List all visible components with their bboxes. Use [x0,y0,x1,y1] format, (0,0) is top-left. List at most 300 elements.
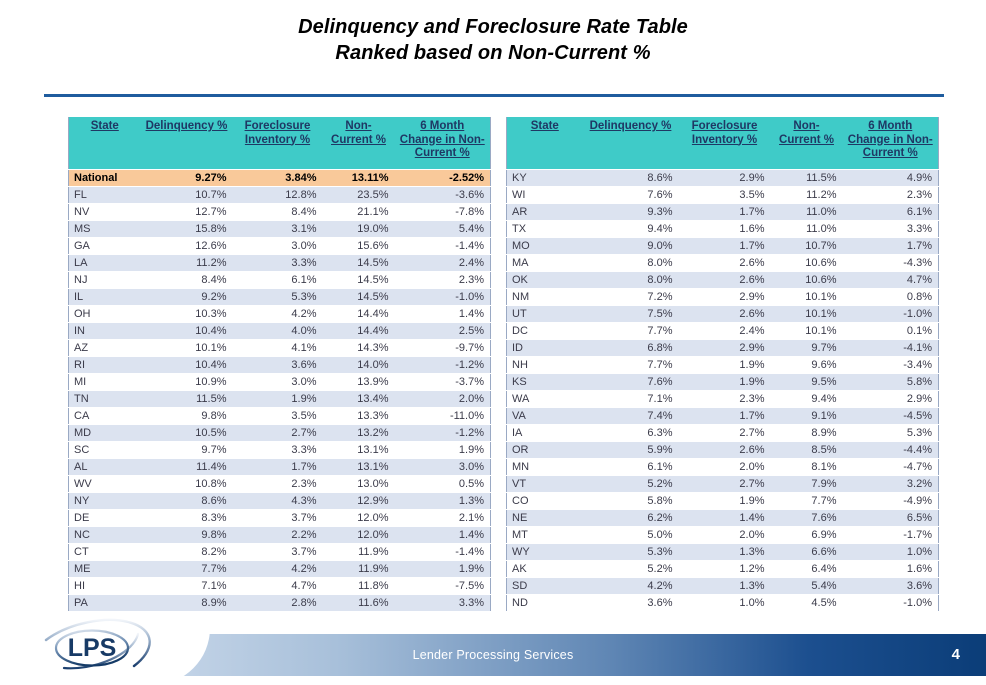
cell-non-current: 11.9% [323,561,395,578]
cell-state: CT [69,544,141,561]
cell-non-current: 7.7% [771,493,843,510]
cell-6-month-change: 0.8% [843,289,939,306]
cell-state: CA [69,408,141,425]
cell-6-month-change: -4.4% [843,442,939,459]
cell-state: MA [507,255,583,272]
header-state[interactable]: State [69,117,141,170]
cell-non-current: 12.9% [323,493,395,510]
cell-delinquency: 11.4% [141,459,233,476]
header-foreclosure-inventory[interactable]: Foreclosure Inventory % [679,117,771,170]
header-non-current[interactable]: Non- Current % [323,117,395,170]
cell-state: AL [69,459,141,476]
right-table-body [507,170,939,612]
table-row[interactable] [69,221,491,238]
cell-foreclosure: 4.1% [233,340,323,357]
cell-state: IA [507,425,583,442]
cell-non-current: 11.9% [323,544,395,561]
cell-6-month-change: -4.7% [843,459,939,476]
cell-delinquency: 7.7% [583,323,679,340]
table-row[interactable] [69,442,491,459]
cell-state: NM [507,289,583,306]
cell-foreclosure: 3.6% [233,357,323,374]
cell-foreclosure: 1.0% [679,595,771,612]
cell-state: NJ [69,272,141,289]
cell-non-current: 14.5% [323,289,395,306]
cell-non-current: 10.1% [771,306,843,323]
cell-6-month-change: 5.3% [843,425,939,442]
cell-6-month-change: 1.4% [395,527,491,544]
cell-foreclosure: 3.0% [233,238,323,255]
table-row[interactable] [69,374,491,391]
table-row[interactable] [507,510,939,527]
cell-state: OR [507,442,583,459]
cell-delinquency: 7.4% [583,408,679,425]
cell-state: WI [507,187,583,204]
cell-6-month-change: 2.3% [395,272,491,289]
cell-6-month-change: -1.7% [843,527,939,544]
footer-page-number: 4 [951,646,960,663]
cell-state: NC [69,527,141,544]
cell-delinquency: 9.2% [141,289,233,306]
lps-logo-text: LPS [67,634,117,662]
cell-state: GA [69,238,141,255]
cell-foreclosure: 8.4% [233,204,323,221]
cell-delinquency: 10.4% [141,323,233,340]
cell-6-month-change: -11.0% [395,408,491,425]
cell-6-month-change: 2.9% [843,391,939,408]
cell-foreclosure: 2.9% [679,340,771,357]
table-row[interactable] [507,527,939,544]
table-row[interactable] [69,255,491,272]
cell-6-month-change: -3.6% [395,187,491,204]
table-row[interactable] [507,289,939,306]
cell-delinquency: 7.2% [583,289,679,306]
table-row[interactable] [69,391,491,408]
cell-foreclosure: 2.6% [679,306,771,323]
cell-foreclosure: 2.3% [679,391,771,408]
table-row[interactable] [507,272,939,289]
cell-delinquency: 9.8% [141,527,233,544]
cell-foreclosure: 2.0% [679,527,771,544]
cell-delinquency: 12.6% [141,238,233,255]
cell-6-month-change: -1.0% [395,289,491,306]
table-row[interactable] [507,493,939,510]
cell-6-month-change: -7.8% [395,204,491,221]
cell-6-month-change: 5.8% [843,374,939,391]
table-row[interactable] [507,238,939,255]
cell-delinquency: 7.7% [583,357,679,374]
cell-state: NY [69,493,141,510]
left-rate-table [68,117,491,612]
cell-non-current: 8.9% [771,425,843,442]
cell-foreclosure: 1.6% [679,221,771,238]
header-foreclosure-inventory[interactable]: Foreclosure Inventory % [233,117,323,170]
table-row[interactable] [69,306,491,323]
cell-non-current: 11.2% [771,187,843,204]
cell-delinquency: 5.9% [583,442,679,459]
cell-delinquency: 10.3% [141,306,233,323]
cell-6-month-change: 6.1% [843,204,939,221]
cell-non-current: 11.8% [323,578,395,595]
right-rate-table-wrapper [506,117,938,612]
cell-state: IL [69,289,141,306]
cell-state: MT [507,527,583,544]
cell-delinquency: 9.0% [583,238,679,255]
cell-state: NH [507,357,583,374]
cell-non-current: 13.2% [323,425,395,442]
header-non-current[interactable]: Non- Current % [771,117,843,170]
cell-state: DE [69,510,141,527]
cell-state: LA [69,255,141,272]
cell-foreclosure: 1.4% [679,510,771,527]
cell-state: MD [69,425,141,442]
cell-delinquency: 15.8% [141,221,233,238]
cell-delinquency: 6.3% [583,425,679,442]
cell-delinquency: 5.3% [583,544,679,561]
table-row[interactable] [69,425,491,442]
cell-6-month-change: 1.9% [395,442,491,459]
cell-foreclosure: 1.7% [679,408,771,425]
left-table-header-row [69,117,491,170]
cell-6-month-change: -1.2% [395,425,491,442]
cell-delinquency: 7.6% [583,374,679,391]
cell-foreclosure: 1.9% [679,357,771,374]
table-row[interactable] [507,340,939,357]
cell-foreclosure: 3.84% [233,170,323,187]
cell-non-current: 6.6% [771,544,843,561]
table-row[interactable] [69,493,491,510]
table-row[interactable] [507,204,939,221]
cell-state: WV [69,476,141,493]
cell-state: ID [507,340,583,357]
cell-foreclosure: 3.7% [233,544,323,561]
cell-state: OH [69,306,141,323]
title-line-1: Delinquency and Foreclosure Rate Table [298,16,688,38]
cell-foreclosure: 2.6% [679,442,771,459]
cell-foreclosure: 3.3% [233,442,323,459]
cell-non-current: 14.4% [323,306,395,323]
lps-logo-icon [34,618,159,678]
cell-6-month-change: 0.5% [395,476,491,493]
cell-foreclosure: 1.9% [679,493,771,510]
cell-non-current: 7.6% [771,510,843,527]
table-row[interactable] [507,578,939,595]
cell-foreclosure: 1.2% [679,561,771,578]
cell-foreclosure: 1.3% [679,544,771,561]
table-row[interactable] [507,595,939,612]
table-row[interactable] [69,561,491,578]
table-row[interactable] [507,323,939,340]
cell-state: IN [69,323,141,340]
cell-6-month-change: -3.7% [395,374,491,391]
table-row[interactable] [507,221,939,238]
cell-delinquency: 11.5% [141,391,233,408]
cell-non-current: 14.5% [323,255,395,272]
header-6-month-change[interactable]: 6 Month Change in Non- Current % [395,117,491,170]
cell-foreclosure: 4.0% [233,323,323,340]
cell-foreclosure: 12.8% [233,187,323,204]
cell-6-month-change: -9.7% [395,340,491,357]
cell-delinquency: 8.6% [583,170,679,187]
left-table-body [69,170,491,612]
table-row[interactable] [507,391,939,408]
cell-delinquency: 7.5% [583,306,679,323]
cell-delinquency: 8.4% [141,272,233,289]
cell-6-month-change: 3.6% [843,578,939,595]
cell-state: KY [507,170,583,187]
table-row[interactable] [69,578,491,595]
cell-6-month-change: 6.5% [843,510,939,527]
cell-non-current: 13.9% [323,374,395,391]
cell-6-month-change: 1.3% [395,493,491,510]
cell-6-month-change: 3.3% [395,595,491,612]
cell-delinquency: 10.5% [141,425,233,442]
table-row[interactable] [69,289,491,306]
cell-non-current: 6.9% [771,527,843,544]
cell-6-month-change: 3.3% [843,221,939,238]
title-line-2: Ranked based on Non-Current % [335,42,651,64]
cell-6-month-change: -1.2% [395,357,491,374]
cell-state: OK [507,272,583,289]
cell-6-month-change: 3.2% [843,476,939,493]
cell-state: WA [507,391,583,408]
header-state[interactable]: State [507,117,583,170]
cell-delinquency: 9.4% [583,221,679,238]
cell-delinquency: 8.0% [583,255,679,272]
table-row[interactable] [69,595,491,612]
cell-6-month-change: -1.0% [843,306,939,323]
cell-delinquency: 5.0% [583,527,679,544]
cell-foreclosure: 2.3% [233,476,323,493]
cell-foreclosure: 6.1% [233,272,323,289]
cell-6-month-change: 2.0% [395,391,491,408]
table-row[interactable] [69,187,491,204]
cell-non-current: 10.1% [771,323,843,340]
cell-foreclosure: 4.7% [233,578,323,595]
title-divider-rule [44,94,944,97]
cell-non-current: 10.6% [771,255,843,272]
cell-state: ND [507,595,583,612]
cell-non-current: 11.6% [323,595,395,612]
cell-foreclosure: 3.3% [233,255,323,272]
cell-delinquency: 7.1% [141,578,233,595]
cell-non-current: 14.3% [323,340,395,357]
cell-6-month-change: 1.0% [843,544,939,561]
cell-state: NV [69,204,141,221]
cell-6-month-change: -1.4% [395,238,491,255]
cell-6-month-change: 3.0% [395,459,491,476]
cell-state: SC [69,442,141,459]
cell-6-month-change: 2.4% [395,255,491,272]
cell-foreclosure: 2.0% [679,459,771,476]
table-row[interactable] [69,357,491,374]
cell-6-month-change: -4.1% [843,340,939,357]
table-row[interactable] [507,306,939,323]
cell-foreclosure: 4.2% [233,306,323,323]
table-row[interactable] [507,357,939,374]
cell-non-current: 6.4% [771,561,843,578]
cell-delinquency: 5.2% [583,476,679,493]
cell-non-current: 19.0% [323,221,395,238]
cell-non-current: 9.1% [771,408,843,425]
table-row[interactable] [69,238,491,255]
header-delinquency[interactable]: Delinquency % [583,117,679,170]
cell-foreclosure: 3.5% [679,187,771,204]
cell-non-current: 10.6% [771,272,843,289]
cell-foreclosure: 2.6% [679,255,771,272]
table-row[interactable] [69,408,491,425]
cell-non-current: 23.5% [323,187,395,204]
table-row[interactable] [507,561,939,578]
cell-non-current: 14.4% [323,323,395,340]
cell-foreclosure: 2.9% [679,170,771,187]
page-title [0,14,986,66]
cell-non-current: 12.0% [323,510,395,527]
cell-state: HI [69,578,141,595]
cell-6-month-change: 2.5% [395,323,491,340]
right-rate-table [506,117,939,612]
cell-state: VT [507,476,583,493]
table-row[interactable] [69,476,491,493]
cell-foreclosure: 2.7% [233,425,323,442]
table-row[interactable] [69,340,491,357]
table-row[interactable] [507,408,939,425]
cell-delinquency: 9.7% [141,442,233,459]
cell-non-current: 8.1% [771,459,843,476]
cell-state: AZ [69,340,141,357]
cell-delinquency: 12.7% [141,204,233,221]
cell-delinquency: 9.27% [141,170,233,187]
cell-non-current: 11.0% [771,221,843,238]
cell-foreclosure: 4.2% [233,561,323,578]
cell-delinquency: 8.6% [141,493,233,510]
cell-foreclosure: 2.4% [679,323,771,340]
left-rate-table-wrapper [68,117,490,612]
table-row-national[interactable] [69,170,491,187]
table-row[interactable] [69,204,491,221]
cell-non-current: 13.3% [323,408,395,425]
cell-foreclosure: 3.5% [233,408,323,425]
cell-foreclosure: 1.7% [679,204,771,221]
table-row[interactable] [507,170,939,187]
table-row[interactable] [507,544,939,561]
cell-non-current: 13.1% [323,459,395,476]
cell-state: AK [507,561,583,578]
cell-state: SD [507,578,583,595]
cell-foreclosure: 1.7% [679,238,771,255]
cell-6-month-change: 5.4% [395,221,491,238]
cell-delinquency: 10.8% [141,476,233,493]
cell-non-current: 14.5% [323,272,395,289]
table-row[interactable] [507,459,939,476]
cell-non-current: 10.1% [771,289,843,306]
cell-state: WY [507,544,583,561]
cell-foreclosure: 2.6% [679,272,771,289]
cell-delinquency: 8.9% [141,595,233,612]
cell-non-current: 4.5% [771,595,843,612]
cell-state: RI [69,357,141,374]
cell-foreclosure: 2.9% [679,289,771,306]
cell-non-current: 9.6% [771,357,843,374]
cell-non-current: 7.9% [771,476,843,493]
cell-non-current: 10.7% [771,238,843,255]
cell-delinquency: 8.3% [141,510,233,527]
table-row[interactable] [507,374,939,391]
cell-state: MO [507,238,583,255]
cell-non-current: 15.6% [323,238,395,255]
cell-state: TN [69,391,141,408]
cell-non-current: 13.0% [323,476,395,493]
cell-delinquency: 7.1% [583,391,679,408]
cell-non-current: 12.0% [323,527,395,544]
table-row[interactable] [69,323,491,340]
cell-6-month-change: 2.3% [843,187,939,204]
cell-state: DC [507,323,583,340]
table-row[interactable] [507,476,939,493]
cell-state: UT [507,306,583,323]
cell-state: MI [69,374,141,391]
cell-state: ME [69,561,141,578]
header-delinquency[interactable]: Delinquency % [141,117,233,170]
cell-6-month-change: 4.9% [843,170,939,187]
cell-foreclosure: 2.7% [679,425,771,442]
header-6-month-change[interactable]: 6 Month Change in Non- Current % [843,117,939,170]
cell-delinquency: 3.6% [583,595,679,612]
cell-state: KS [507,374,583,391]
cell-delinquency: 7.6% [583,187,679,204]
cell-6-month-change: -7.5% [395,578,491,595]
table-row[interactable] [507,442,939,459]
cell-6-month-change: 1.4% [395,306,491,323]
table-row[interactable] [69,527,491,544]
cell-foreclosure: 1.7% [233,459,323,476]
cell-foreclosure: 3.7% [233,510,323,527]
table-row[interactable] [69,510,491,527]
cell-non-current: 13.4% [323,391,395,408]
cell-state: FL [69,187,141,204]
cell-delinquency: 5.2% [583,561,679,578]
cell-non-current: 9.7% [771,340,843,357]
cell-non-current: 9.4% [771,391,843,408]
cell-non-current: 13.1% [323,442,395,459]
cell-6-month-change: -4.5% [843,408,939,425]
cell-non-current: 21.1% [323,204,395,221]
cell-delinquency: 6.8% [583,340,679,357]
cell-foreclosure: 3.1% [233,221,323,238]
cell-foreclosure: 5.3% [233,289,323,306]
cell-state: National [69,170,141,187]
footer-company-name: Lender Processing Services [412,648,574,662]
cell-non-current: 11.0% [771,204,843,221]
right-table-header-row [507,117,939,170]
cell-delinquency: 10.7% [141,187,233,204]
cell-non-current: 11.5% [771,170,843,187]
cell-delinquency: 6.1% [583,459,679,476]
table-row[interactable] [507,255,939,272]
cell-6-month-change: -2.52% [395,170,491,187]
cell-foreclosure: 2.7% [679,476,771,493]
cell-delinquency: 7.7% [141,561,233,578]
cell-6-month-change: -1.4% [395,544,491,561]
cell-delinquency: 9.8% [141,408,233,425]
table-row[interactable] [69,459,491,476]
cell-non-current: 5.4% [771,578,843,595]
table-row[interactable] [507,187,939,204]
cell-6-month-change: -4.3% [843,255,939,272]
table-row[interactable] [69,272,491,289]
table-row[interactable] [507,425,939,442]
table-row[interactable] [69,544,491,561]
